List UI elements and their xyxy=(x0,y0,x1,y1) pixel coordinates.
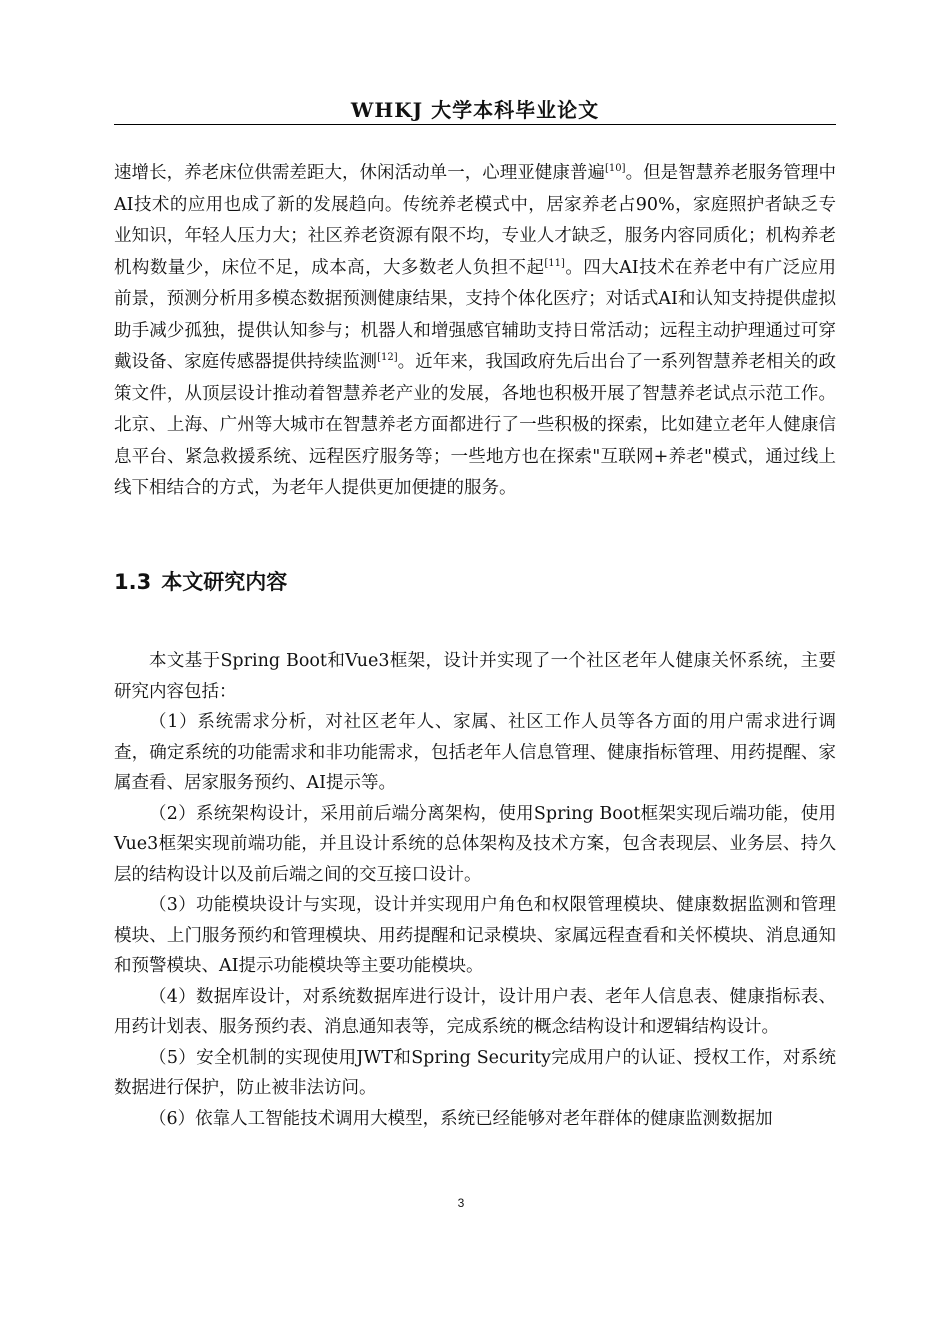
intro-text-a: 速增长，养老床位供需差距大，休闲活动单一，心理亚健康普遍 xyxy=(114,163,606,183)
section-number: 1.3 xyxy=(114,570,152,594)
header-rule xyxy=(114,124,836,125)
section-heading xyxy=(114,566,287,596)
list-item-2: （2）系统架构设计，采用前后端分离架构，使用Spring Boot框架实现后端功能，使用Vue3框架实现前端功能，并且设计系统的总体架构及技术方案，包含表现层、业务层、持久层的结构设计以及前后端之间的交互接口设计。 xyxy=(114,803,836,885)
research-content-block xyxy=(114,646,836,1134)
list-item-3: （3）功能模块设计与实现，设计并实现用户角色和权限管理模块、健康数据监测和管理模块、上门服务预约和管理模块、用药提醒和记录模块、家属远程查看和关怀模块、消息通知和预警模块、AI提示功能模块等主要功能模块。 xyxy=(114,895,836,976)
citation-10[interactable]: [10] xyxy=(605,163,626,174)
citation-11[interactable]: [11] xyxy=(544,257,565,269)
lead-paragraph: 本文基于Spring Boot和Vue3框架，设计并实现了一个社区老年人健康关怀系统，主要研究内容包括： xyxy=(114,651,836,702)
page-number: 3 xyxy=(457,1196,465,1210)
list-item-1: （1）系统需求分析，对社区老年人、家属、社区工作人员等各方面的用户需求进行调查，确定系统的功能需求和非功能需求，包括老年人信息管理、健康指标管理、用药提醒、家属查看、居家服务预约、AI提示等。 xyxy=(114,712,836,793)
intro-paragraph xyxy=(114,158,836,505)
list-item-5: （5）安全机制的实现使用JWT和Spring Security完成用户的认证、授权工作，对系统数据进行保护，防止被非法访问。 xyxy=(114,1047,836,1098)
intro-text-d: 。近年来，我国政府先后出台了一系列智慧养老相关的政策文件，从顶层设计推动着智慧养老产业的发展，各地也积极开展了智慧养老试点示范工作。北京、上海、广州等大城市在智慧养老方面都进行了一些积极的探索，比如建立老年人健康信息平台、紧急救援系统、远程医疗服务等；一些地方也在探索"互联网+养老"模式，通过线上线下相结合的方式，为老年人提供更加便捷的服务。 xyxy=(114,352,837,498)
citation-12[interactable]: [12] xyxy=(377,352,398,363)
list-item-6: （6）依靠人工智能技术调用大模型，系统已经能够对老年群体的健康监测数据加 xyxy=(149,1108,773,1129)
running-header: WHKJ 大学本科毕业论文 xyxy=(350,98,600,122)
section-title: 本文研究内容 xyxy=(161,570,288,594)
intro-text-c: 。四大AI技术在养老中有广泛应用前景，预测分析用多模态数据预测健康结果，支持个体化医疗；对话式AI和认知支持提供虚拟助手减少孤独，提供认知参与；机器人和增强感官辅助支持日常活动；远程主动护理通过可穿戴设备、家庭传感器提供持续监测 xyxy=(114,257,836,372)
intro-text-b: 。但是智慧养老服务管理中AI技术的应用也成了新的发展趋向。传统养老模式中，居家养老占90%，家庭照护者缺乏专业知识，年轻人压力大；社区养老资源有限不均，专业人才缺乏，服务内容同质化；机构养老机构数量少，床位不足，成本高，大多数老人负担不起 xyxy=(114,163,837,278)
intro-paragraph-block xyxy=(114,158,836,505)
list-item-4: （4）数据库设计，对系统数据库进行设计，设计用户表、老年人信息表、健康指标表、用药计划表、服务预约表、消息通知表等，完成系统的概念结构设计和逻辑结构设计。 xyxy=(114,986,836,1037)
